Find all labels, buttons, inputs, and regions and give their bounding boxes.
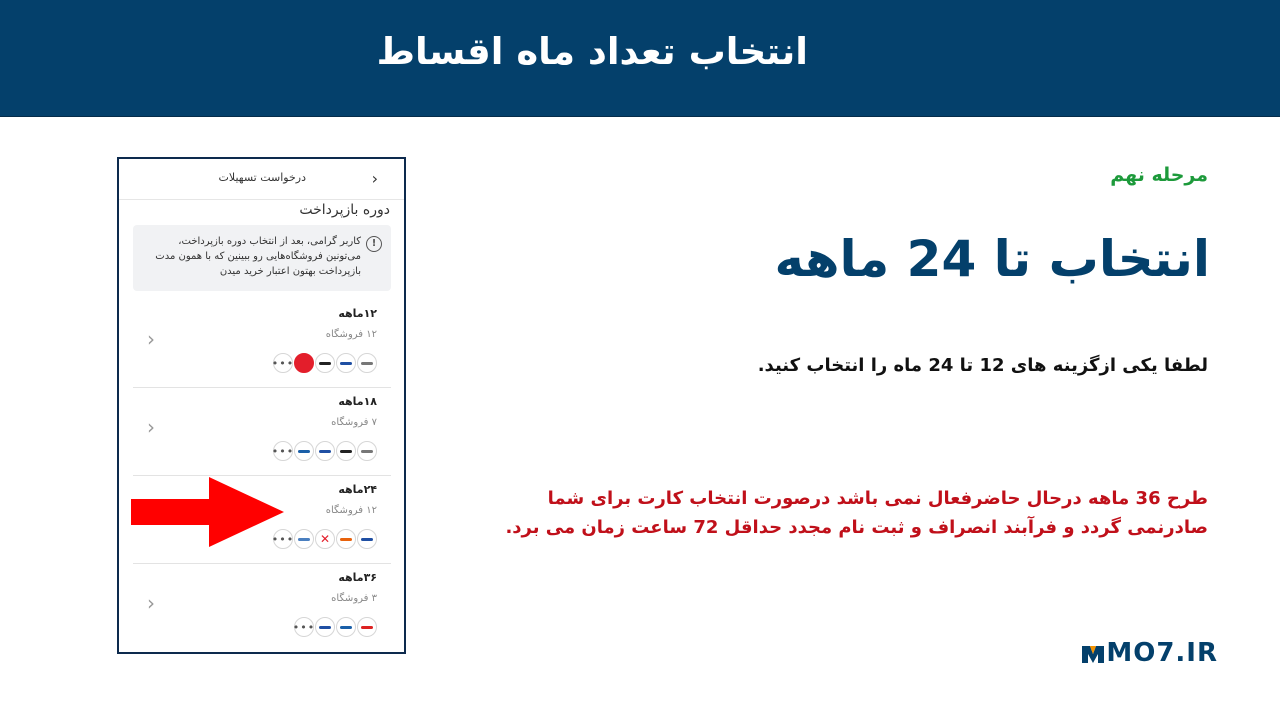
plan-option-12[interactable] xyxy=(133,299,391,388)
pointer-arrow-icon xyxy=(131,477,284,547)
store-logos xyxy=(273,353,377,373)
section-title: دوره بازپرداخت xyxy=(299,202,390,218)
step-label: مرحله نهم xyxy=(1110,164,1208,186)
plan-store-count: ۷ فروشگاه xyxy=(331,417,377,428)
more-stores-icon: ••• xyxy=(273,529,293,549)
store-logo-icon xyxy=(357,441,377,461)
warning-text: طرح 36 ماهه درحال حاضرفعال نمی باشد درصورت انتخاب کارت برای شما صادرنمی گردد و فرآبند انصراف و ثبت نام مجدد حداقل 72 ساعت زمان می برد. xyxy=(505,488,1208,538)
store-logo-icon xyxy=(315,617,335,637)
plan-option-36[interactable] xyxy=(133,563,391,651)
phone-screenshot xyxy=(117,157,406,654)
phone-app-title: درخواست تسهیلات xyxy=(218,171,306,184)
logo-mark-icon xyxy=(1082,642,1104,664)
phone-app-bar xyxy=(119,159,404,200)
info-text: کاربر گرامی، بعد از انتخاب دوره بازپرداخت، می‌تونین فروشگاه‌هایی رو ببینین که با همون مدت بازپرداخت بهتون اعتبار خرید میدن xyxy=(155,236,361,277)
plan-title: ۱۲ماهه xyxy=(338,307,377,320)
logo-text: MO7.IR xyxy=(1106,638,1218,668)
header-banner xyxy=(0,0,1280,117)
chevron-left-icon[interactable]: ‹ xyxy=(371,169,378,188)
instruction-text: لطفا یکی ازگزینه های 12 تا 24 ماه را انتخاب کنید. xyxy=(757,355,1208,376)
store-logo-icon: ✕ xyxy=(315,529,335,549)
store-logos xyxy=(273,441,377,461)
info-icon: ! xyxy=(366,236,382,252)
store-logo-icon xyxy=(336,441,356,461)
plan-option-18[interactable] xyxy=(133,387,391,476)
brand-logo xyxy=(1082,638,1218,668)
store-logos xyxy=(273,529,377,549)
store-logo-icon xyxy=(357,617,377,637)
plan-store-count: ۱۲ فروشگاه xyxy=(325,505,377,516)
store-logo-icon xyxy=(357,353,377,373)
store-logo-icon xyxy=(357,529,377,549)
page-title: انتخاب تعداد ماه اقساط xyxy=(376,30,808,73)
info-box xyxy=(133,225,391,291)
plan-store-count: ۱۲ فروشگاه xyxy=(325,329,377,340)
main-title: انتخاب تا 24 ماهه xyxy=(774,230,1210,288)
plan-title: ۳۶ماهه xyxy=(338,571,377,584)
plan-title: ۲۴ماهه xyxy=(338,483,377,496)
store-logo-icon xyxy=(294,441,314,461)
store-logo-icon xyxy=(336,529,356,549)
store-logo-icon xyxy=(336,353,356,373)
chevron-left-icon[interactable]: ‹ xyxy=(147,327,155,351)
plan-store-count: ۳ فروشگاه xyxy=(331,593,377,604)
more-stores-icon: ••• xyxy=(273,353,293,373)
store-logo-icon xyxy=(336,617,356,637)
more-stores-icon: ••• xyxy=(273,441,293,461)
store-logo-icon xyxy=(294,353,314,373)
chevron-left-icon[interactable]: ‹ xyxy=(147,591,155,615)
chevron-left-icon[interactable]: ‹ xyxy=(147,415,155,439)
more-stores-icon: ••• xyxy=(294,617,314,637)
store-logo-icon xyxy=(294,529,314,549)
store-logo-icon xyxy=(315,441,335,461)
plan-title: ۱۸ماهه xyxy=(338,395,377,408)
store-logos xyxy=(294,617,377,637)
store-logo-icon xyxy=(315,353,335,373)
